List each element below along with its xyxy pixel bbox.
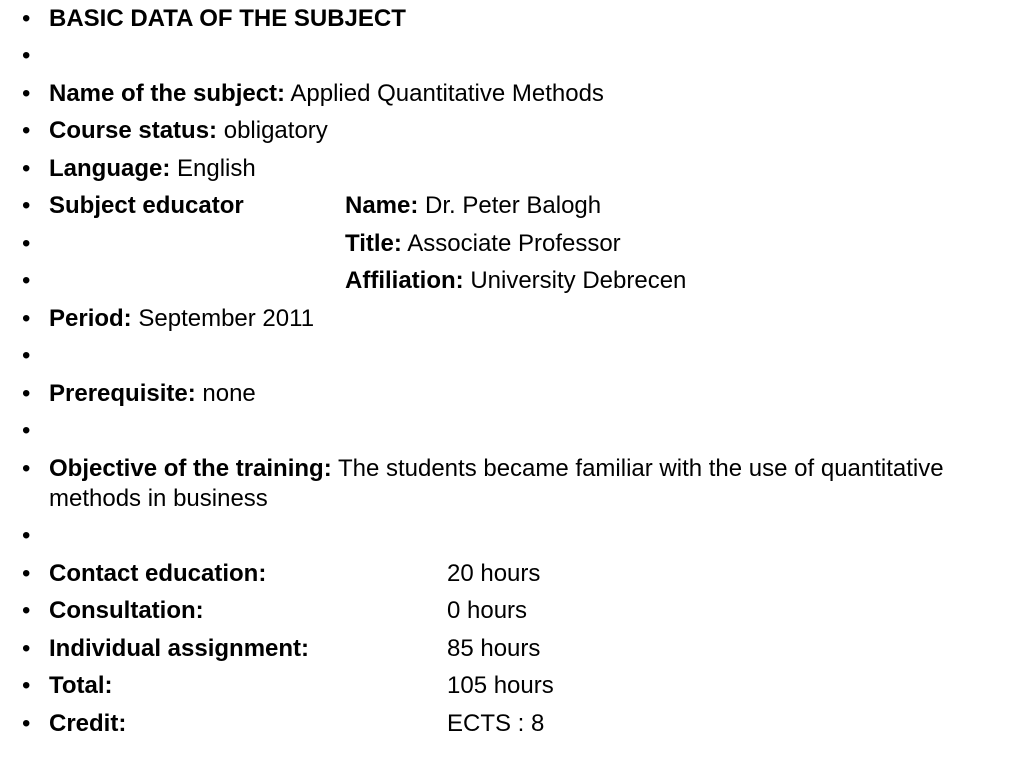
bullet-icon: • — [22, 230, 31, 257]
hours-label: Credit: — [49, 710, 127, 737]
bullet-icon: • — [22, 672, 31, 699]
bullet-icon: • — [22, 80, 31, 107]
hours-value: 85 hours — [447, 635, 541, 662]
bullet-icon: • — [22, 455, 31, 482]
bullet-icon: • — [22, 635, 31, 662]
educator-affiliation-label: Affiliation: — [345, 267, 464, 294]
educator-label: Subject educator — [49, 192, 244, 219]
bullet-icon: • — [22, 117, 31, 144]
language-value: English — [177, 155, 256, 182]
bullet-icon: • — [22, 155, 31, 182]
period-label: Period: — [49, 305, 132, 332]
subject-name-value: Applied Quantitative Methods — [290, 80, 604, 107]
educator-title-label: Title: — [345, 230, 402, 257]
educator-name-value: Dr. Peter Balogh — [425, 192, 602, 219]
bullet-icon: • — [22, 42, 31, 69]
objective-value: The students became familiar with the use of quantitative methods in business — [49, 455, 944, 512]
bullet-icon: • — [22, 192, 31, 219]
hours-value: 20 hours — [447, 560, 541, 587]
course-status-label: Course status: — [49, 117, 218, 144]
bullet-icon: • — [22, 342, 31, 369]
bullet-icon: • — [22, 417, 31, 444]
bullet-icon: • — [22, 522, 31, 549]
bullet-icon: • — [22, 597, 31, 624]
heading: BASIC DATA OF THE SUBJECT — [49, 5, 406, 32]
educator-title-value: Associate Professor — [407, 230, 621, 257]
educator-name-label: Name: — [345, 192, 419, 219]
hours-value: 105 hours — [447, 672, 554, 699]
period-value: September 2011 — [138, 305, 315, 332]
subject-name-label: Name of the subject: — [49, 80, 286, 107]
bullet-icon: • — [22, 560, 31, 587]
prerequisite-label: Prerequisite: — [49, 380, 196, 407]
hours-label: Individual assignment: — [49, 635, 310, 662]
language-label: Language: — [49, 155, 171, 182]
objective-label: Objective of the training: — [49, 455, 332, 482]
hours-value: ECTS : 8 — [447, 710, 545, 737]
bullet-icon: • — [22, 710, 31, 737]
educator-affiliation-value: University Debrecen — [470, 267, 687, 294]
hours-value: 0 hours — [447, 597, 528, 624]
list-item-objective — [22, 454, 1012, 514]
bullet-icon: • — [22, 380, 31, 407]
hours-label: Total: — [49, 672, 113, 699]
prerequisite-value: none — [202, 380, 256, 407]
course-status-value: obligatory — [223, 117, 328, 144]
bullet-icon: • — [22, 5, 31, 32]
bullet-icon: • — [22, 267, 31, 294]
hours-label: Contact education: — [49, 560, 267, 587]
hours-label: Consultation: — [49, 597, 204, 624]
bullet-icon: • — [22, 305, 31, 332]
